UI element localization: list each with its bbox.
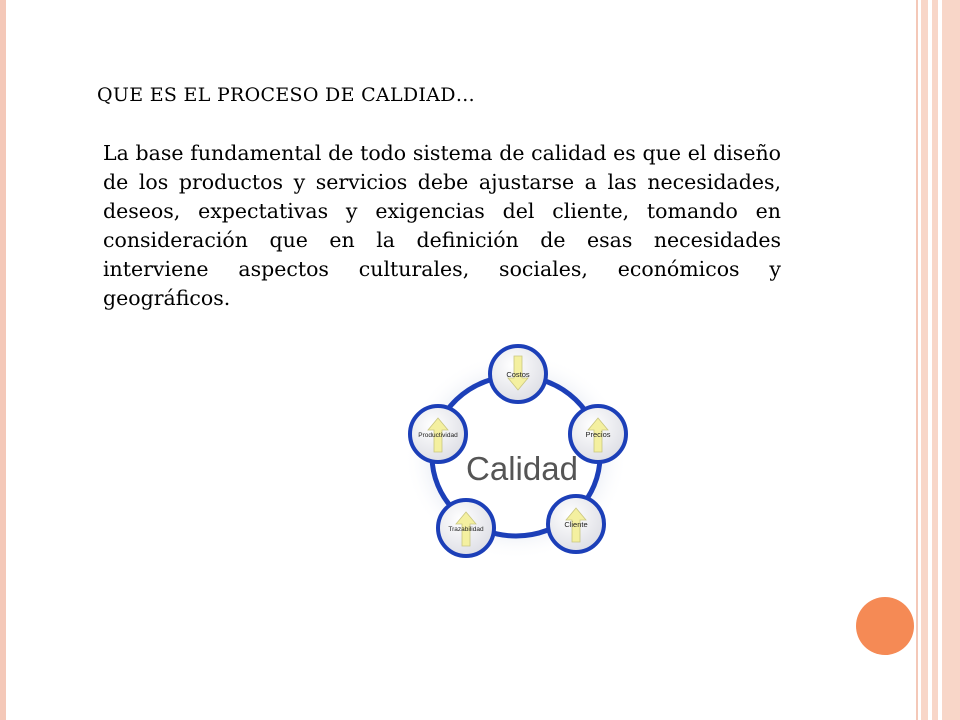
diagram-node-productividad: [410, 406, 466, 462]
diagram-node-label: Trazabilidad: [448, 526, 484, 533]
stripe: [921, 0, 928, 720]
diagram-node-cliente: [548, 496, 604, 552]
stripe: [932, 0, 938, 720]
diagram-node-label: Productividad: [418, 432, 458, 439]
slide-title: QUE ES EL PROCESO DE CALDIAD…: [97, 84, 476, 106]
stripe: [942, 0, 960, 720]
diagram-node-precios: [570, 406, 626, 462]
diagram-node-label: Cliente: [564, 520, 588, 529]
accent-circle: [856, 597, 914, 655]
diagram-center-label: Calidad: [466, 450, 578, 487]
diagram-node-trazabilidad: [438, 500, 494, 556]
diagram-node-costos: [490, 346, 546, 402]
quality-cycle-diagram: [396, 338, 636, 558]
diagram-node-label: Costos: [506, 370, 530, 379]
slide-body-paragraph: La base fundamental de todo sistema de calidad es que el diseño de los productos y servicios debe ajustarse a las necesidades, deseos, expectativas y exigencias del cliente, tomando en consideración que en la definición de esas necesidades interviene aspectos culturales, sociales, económicos y geográficos.: [103, 141, 781, 310]
diagram-node-label: Precios: [585, 430, 611, 439]
